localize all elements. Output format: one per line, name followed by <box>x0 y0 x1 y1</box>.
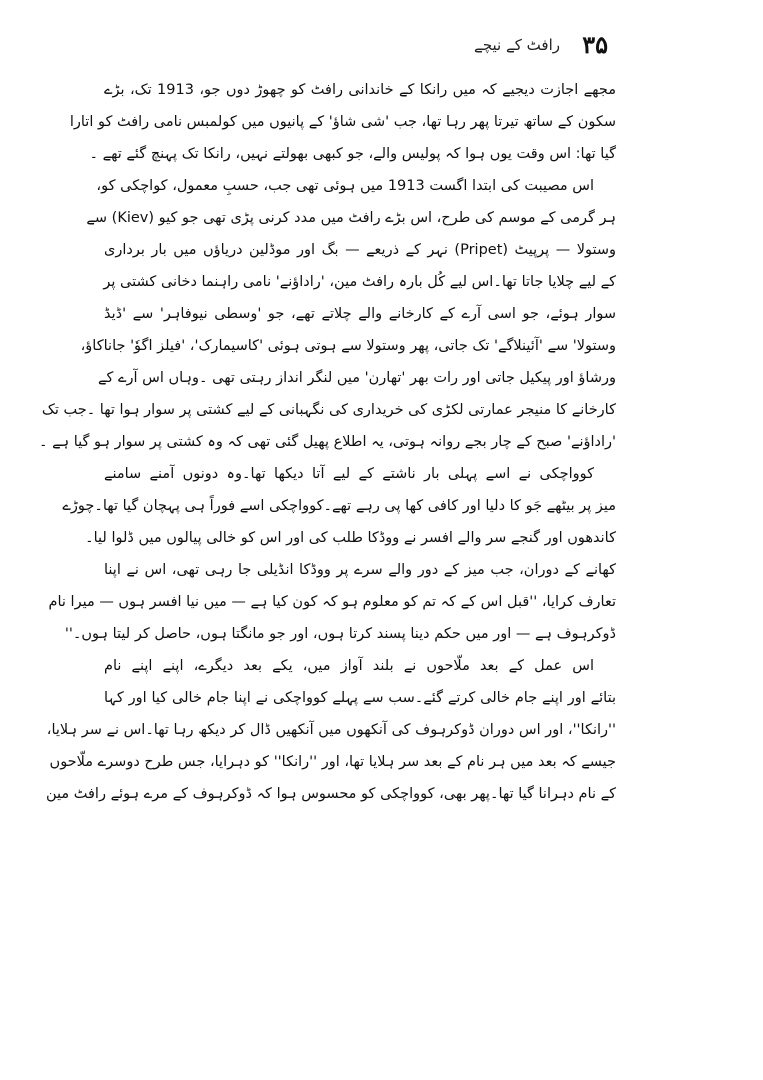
text-line: ڈوکرہوف ہے — اور میں حکم دینا پسند کرتا ہوں، اور جو مانگتا ہوں، حاصل کر لیتا ہوں۔'' <box>64 626 616 642</box>
page-header <box>108 30 608 60</box>
text-line: بتائے اور اپنے جام خالی کرتے گئے۔سب سے پہلے کوواچکی نے اپنا جام خالی کیا اور کہا <box>104 690 616 706</box>
text-line: میز پر بیٹھے جَو کا دلیا اور کافی کھا پی رہے تھے۔کوواچکی اسے فوراً ہی پہچان گیا تھا۔چوڑے <box>62 498 616 514</box>
text-line: ''رانکا''، اور اس دوران ڈوکرہوف کی آنکھوں میں آنکھیں ڈال کر دیکھ رہا تھا۔اس نے سر ہلایا، <box>46 722 616 738</box>
text-line: وستولا — پرپیٹ (Pripet) نہر کے ذریعے — بگ اور موڈلین دریاؤں میں بار برداری <box>104 242 616 258</box>
body-text <box>38 74 616 810</box>
running-title: رافٹ کے نیچے <box>474 36 560 54</box>
paragraph-start-line: اس عمل کے بعد ملّاحوں نے بلند آواز میں، یکے بعد دیگرے، اپنے اپنے نام <box>104 658 594 674</box>
paragraph-start-line: اس مصیبت کی ابتدا اگست 1913 میں ہوئی تھی جب، حسبِ معمول، کواچکی کو، <box>96 178 594 194</box>
text-line: کے لیے چلایا جاتا تھا۔اس لیے کُل بارہ رافٹ مین، 'راداؤنے' نامی راہنما دخانی کشتی پر <box>103 274 616 290</box>
text-line: ہر گرمی کے موسم کی طرح، اس بڑے رافٹ میں مدد کرنی پڑی تھی جو کیو (Kiev) سے <box>86 210 616 226</box>
text-line: تعارف کرایا، ''قبل اس کے کہ تم کو معلوم ہو کہ کون کیا ہے — میں نیا افسر ہوں — میرا نام <box>48 594 616 610</box>
text-line: ورشاؤ اور پیکیل جاتی اور رات بھر 'تھارن' میں لنگر انداز رہتی تھی ۔وہاں اس آرے کے <box>98 370 616 386</box>
paragraph-start-line: کوواچکی نے اسے پہلی بار ناشتے کے لیے آتا دیکھا تھا۔وہ دونوں آمنے سامنے <box>104 466 594 482</box>
text-line: سکون کے ساتھ تیرتا پھر رہا تھا، جب 'شی شاؤ' کے پانیوں میں کولمبس نامی رافٹ کو اتارا <box>69 114 616 130</box>
text-line: کاندھوں اور گنجے سر والے افسر نے ووڈکا طلب کی اور اس کو خالی پیالوں میں ڈلوا لیا۔ <box>85 530 616 546</box>
text-line: کے نام دہرانا گیا تھا۔پھر بھی، کوواچکی کو محسوس ہوا کہ ڈوکرہوف کے مرے ہوئے رافٹ مین <box>45 786 616 802</box>
text-line: وستولا' سے 'آئینلاگے' تک جاتی، پھر وستولا سے ہوتی ہوئی 'کاسیمارک'، 'فیلز اگوٗ' جاناکاؤ، <box>80 338 616 354</box>
text-line: 'راداؤنے' صبح کے چار بجے روانہ ہوتی، یہ اطلاع پھیل گئی تھی کہ وہ کشتی پر سوار ہو گیا ہے ۔ <box>38 434 616 450</box>
text-line: کارخانے کا منیجر عمارتی لکڑی کی خریداری کی نگہبانی کے لیے کشتی پر سوار ہوا تھا ۔جب تک <box>41 402 616 418</box>
text-line: جیسے کہ بعد میں ہر نام کے بعد سر ہلایا تھا، اور ''رانکا'' کو دہرایا، جس طرح دوسرے ملّاحوں <box>49 754 616 770</box>
text-line: سوار ہوئے، جو اسی آرے کے کارخانے والے چلاتے تھے، جو 'وسطی نیوفاہر' سے 'ڈیڈ <box>104 306 616 322</box>
text-line: مجھے اجازت دیجیے کہ میں رانکا کے خاندانی رافٹ کو چھوڑ دوں جو، 1913 تک، بڑے <box>104 82 616 98</box>
text-line: گیا تھا: اس وقت یوں ہوا کہ پولیس والے، جو کبھی بھولتے نہیں، رانکا تک پہنچ گئے تھے ۔ <box>89 146 616 162</box>
text-line: کھانے کے دوران، جب میز کے دور والے سرے پر ووڈکا انڈیلی جا رہی تھی، اس نے اپنا <box>104 562 616 578</box>
page-number: ۳۵ <box>582 30 608 59</box>
